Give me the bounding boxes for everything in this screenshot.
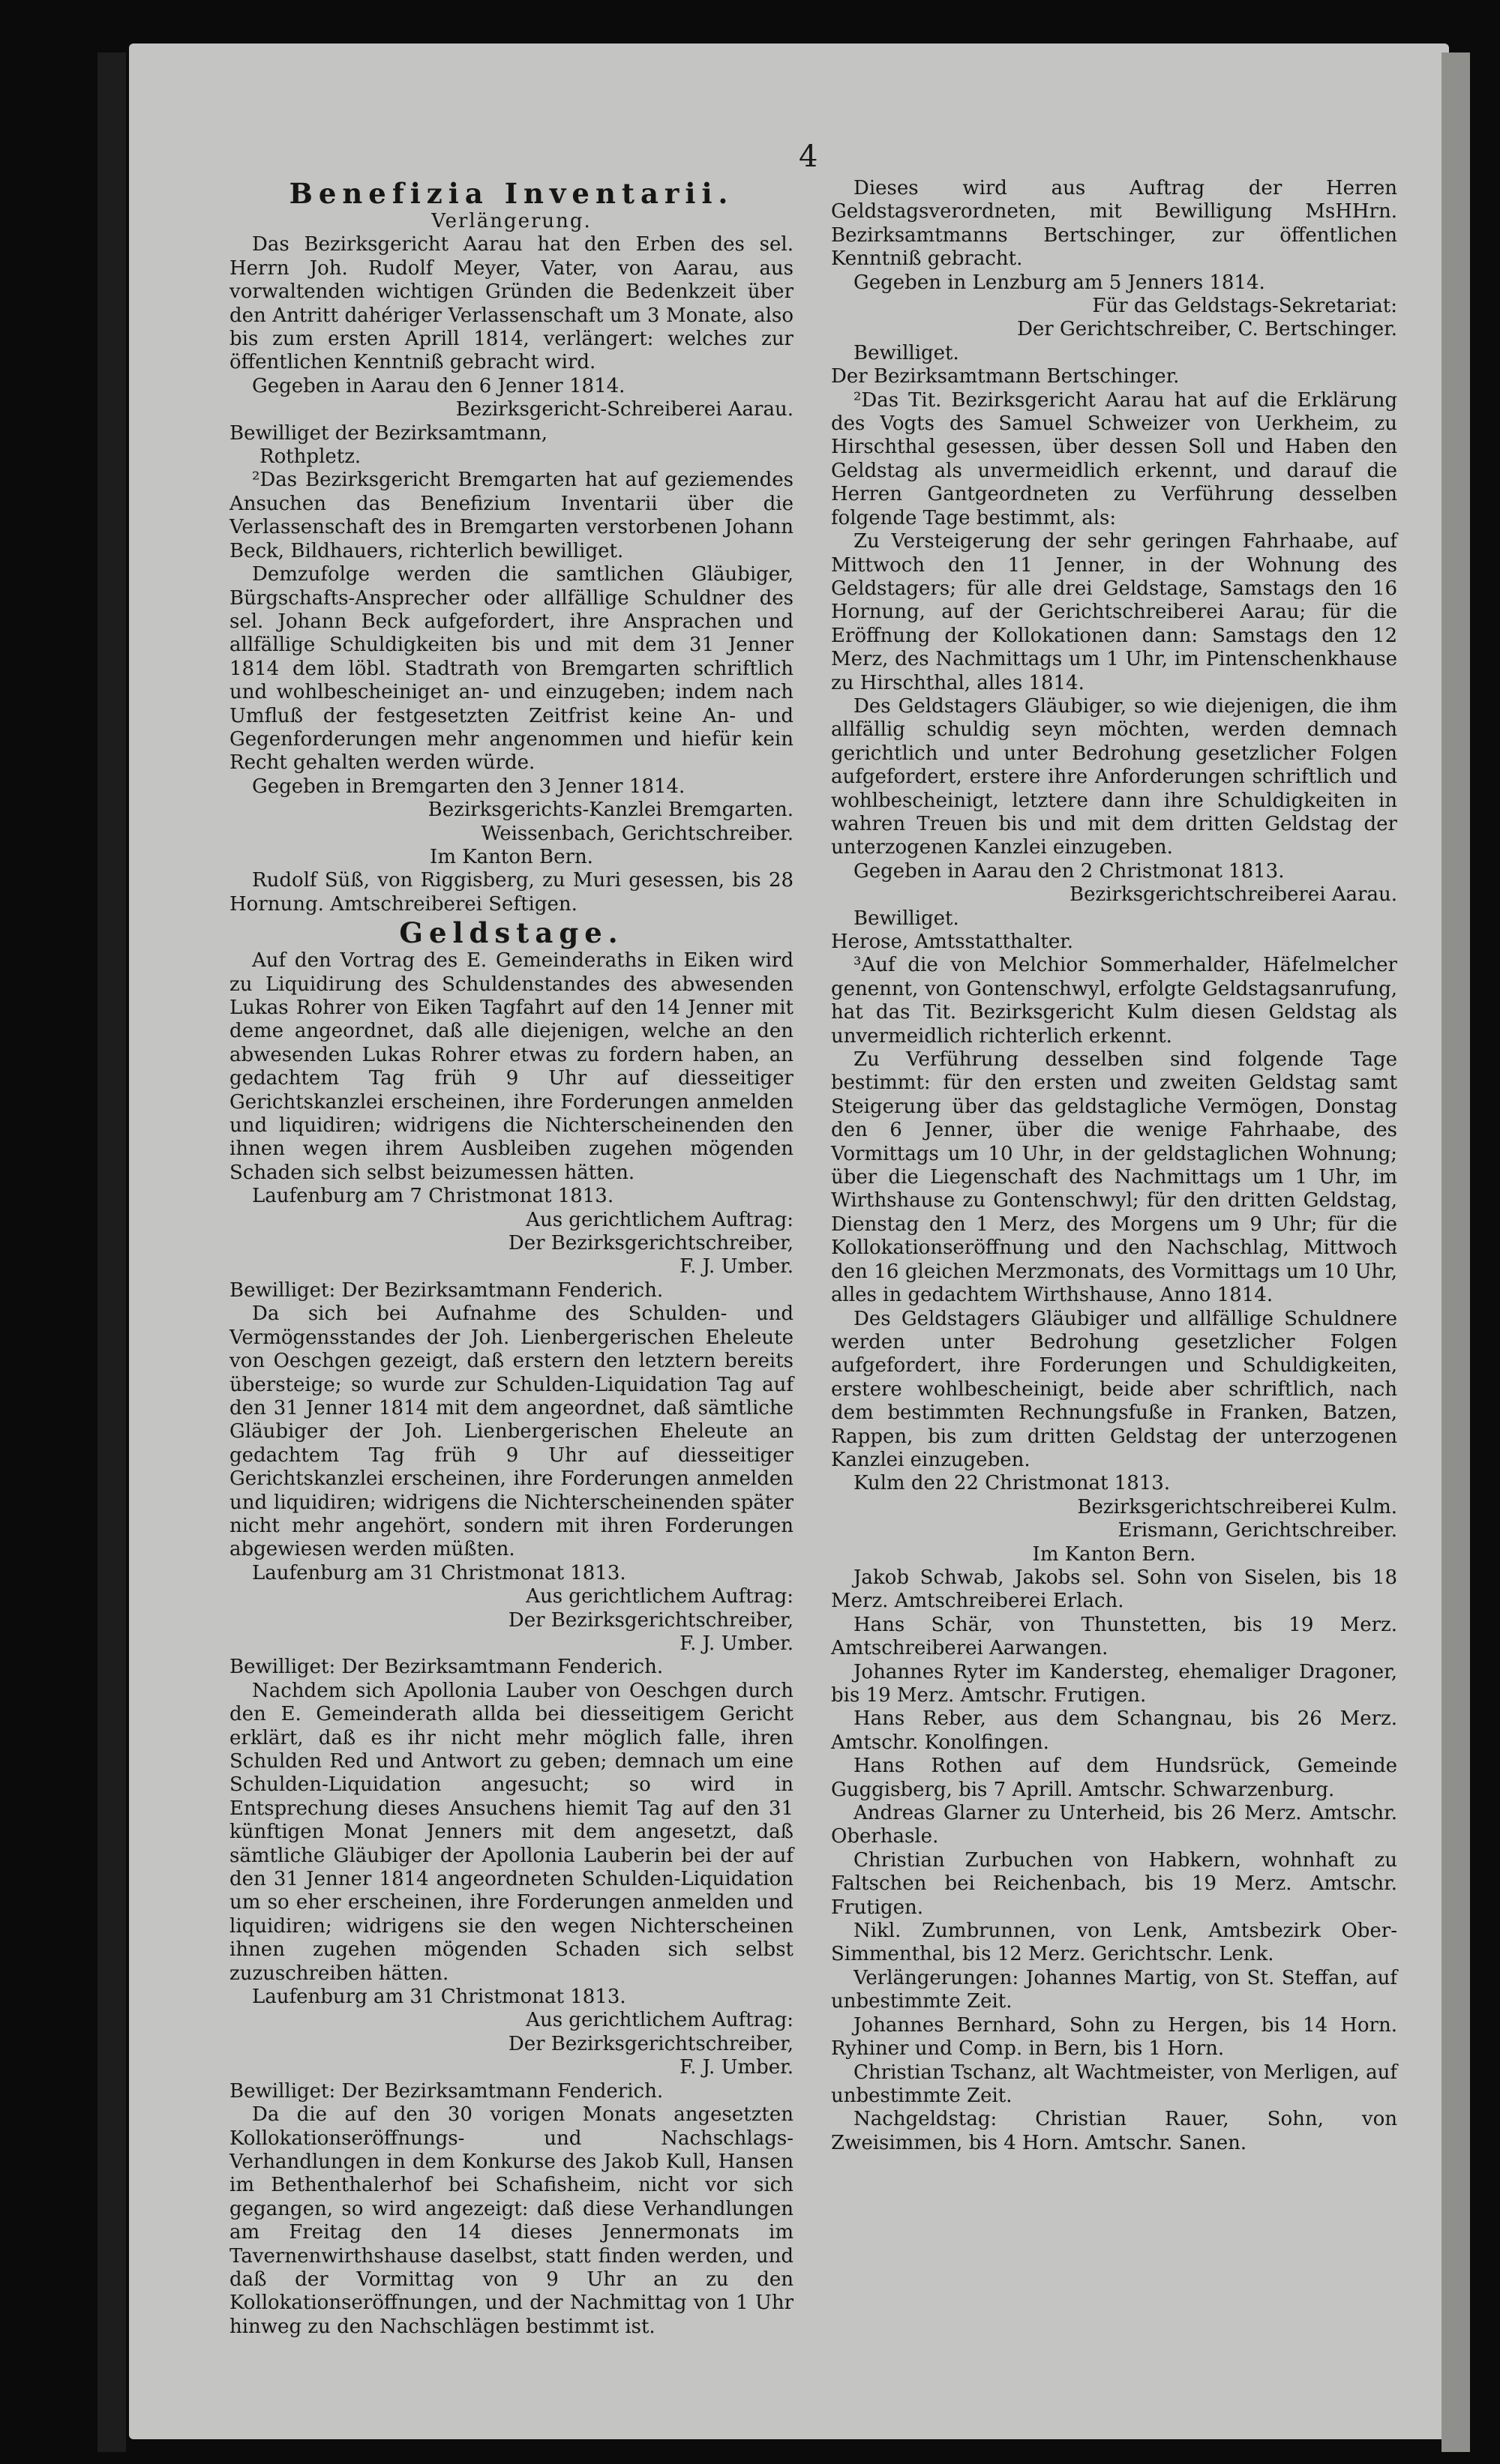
text-paragraph: Demzufolge werden die samtlichen Gläubiger, Bürgschafts-Ansprecher oder allfällige Schuldner des sel. Johann Beck aufgefordert, ihre Ansprachen und allfällige Schuldigkeiten bis und mit dem 31 Jenner 1814 dem löbl. Stadtrath von Bremgarten schriftlich und wohlbescheiniget an- und einzugeben; indem nach Umfluß der festgesetzten Zeitfrist keine An- und Gegenforderungen mehr angenommen und hiefür kein Recht gehalten werden würde. (230, 563, 794, 775)
text-paragraph: Bewilliget. (854, 907, 959, 930)
page-edge (1442, 52, 1470, 2452)
text-paragraph: Aus gerichtlichem Auftrag: (526, 1208, 794, 1231)
text-paragraph: Bewilliget: Der Bezirksamtmann Fenderich. (230, 1656, 664, 1679)
text-paragraph: Weissenbach, Gerichtschreiber. (481, 822, 794, 845)
text-paragraph: Da sich bei Aufnahme des Schulden- und Vermögensstandes der Joh. Lienbergerischen Eheleute von Oeschgen gezeigt, daß erstern den letztern bereits übersteige; so wurde zur Schulden-Liquidation Tag auf den 31 Jenner 1814 mit dem angeordnet, daß sämtliche Gläubiger der Joh. Lienbergerischen Eheleute an gedachtem Tag früh 9 Uhr auf diesseitiger Gerichtskanzlei erscheinen, ihre Forderungen anmelden und liquidiren; widrigens die Nichterscheinenden später nicht mehr angehört, sondern mit ihren Forderungen abgewiesen werden müßten. (230, 1302, 794, 1561)
text-paragraph: Nachdem sich Apollonia Lauber von Oeschgen durch den E. Gemeinderath allda bei diesseitigem Gericht erklärt, daß es ihr nicht mehr möglich falle, ihren Schulden Red und Antwort zu geben; demnach um eine Schulden-Liquidation angesucht; so wird in Entsprechung dieses Ansuchens hiemit Tag auf den 31 künftigen Monat Jenners mit dem angesetzt, daß sämtliche Gläubiger der Apollonia Lauberin bei der auf den 31 Jenner 1814 angeordneten Schulden-Liquidation um so eher erscheinen, ihre Forderungen anmelden und liquidiren; widrigens sie den wegen Nichterscheinen ihnen zugehen mögenden Schaden sich selbst zuzuschreiben hätten. (230, 1679, 794, 1985)
text-paragraph: Der Bezirksgerichtschreiber, (508, 1608, 794, 1632)
text-paragraph: Der Bezirksgerichtschreiber, (508, 2032, 794, 2055)
text-paragraph: Dieses wird aus Auftrag der Herren Geldstagsverordneten, mit Bewilligung MsHHrn. Bezirksamtmanns Bertschinger, zur öffentlichen Kenntniß gebracht. (831, 177, 1397, 271)
text-paragraph: Auf den Vortrag des E. Gemeinderaths in Eiken wird zu Liquidirung des Schuldenstandes des abwesenden Lukas Rohrer von Eiken Tagfahrt auf den 14 Jenner mit deme angeordnet, daß alle diejenigen, welche an den abwesenden Lukas Rohrer etwas zu fordern haben, an gedachtem Tag früh 9 Uhr auf diesseitiger Gerichtskanzlei erscheinen, ihre Forderungen anmelden und liquidiren; widrigens die Nichterscheinenden den ihnen wegen ihrem Ausbleiben zugehen mögenden Schaden sich selbst beizumessen hätten. (230, 949, 794, 1184)
text-paragraph: Bewilliget der Bezirksamtmann, (230, 421, 548, 445)
text-paragraph: Hans Rothen auf dem Hundsrück, Gemeinde Guggisberg, bis 7 Aprill. Amtschr. Schwarzenburg. (831, 1755, 1397, 1801)
text-paragraph: Erismann, Gerichtschreiber. (1118, 1519, 1397, 1542)
text-paragraph: Bewilliget: Der Bezirksamtmann Fenderich. (230, 1278, 664, 1302)
text-paragraph: Bewilliget: Der Bezirksamtmann Fenderich. (230, 2079, 664, 2103)
text-paragraph: Jakob Schwab, Jakobs sel. Sohn von Siselen, bis 18 Merz. Amtschreiberei Erlach. (831, 1566, 1397, 1613)
text-paragraph: Des Geldstagers Gläubiger und allfällige Schuldnere werden unter Bedrohung gesetzlicher Folgen aufgefordert, ihre Forderungen und Schuldigkeiten, erstere wohlbescheinigt, beide aber schriftlich, nach dem bestimmten Rechnungsfuße in Franken, Batzen, Rappen, bis zum dritten Geldstag der unterzogenen Kanzlei einzugeben. (831, 1307, 1397, 1471)
binding-shadow (98, 52, 126, 2452)
text-paragraph: F. J. Umber. (680, 2056, 794, 2079)
text-paragraph: Bezirksgerichts-Kanzlei Bremgarten. (428, 799, 794, 822)
text-paragraph: Gegeben in Lenzburg am 5 Jenners 1814. (854, 271, 1265, 294)
text-paragraph: Zu Versteigerung der sehr geringen Fahrhaabe, auf Mittwoch den 11 Jenner, in der Wohnung des Geldstagers; für alle drei Geldstage, Samstags den 16 Hornung, auf der Gerichtschreiberei Aarau; für die Eröffnung der Kollokationen dann: Samstags den 12 Merz, des Nachmittags um 1 Uhr, im Pintenschenkhause zu Hirschthal, alles 1814. (831, 530, 1397, 694)
text-paragraph: Da die auf den 30 vorigen Monats angesetzten Kollokationseröffnungs- und Nachschlags-Verhandlungen in dem Konkurse des Jakob Kull, Hansen im Bethenthalerhof bei Schafisheim, nicht vor sich gegangen, so wird angezeigt: daß diese Verhandlungen am Freitag den 14 dieses Jennermonats im Tavernenwirthshause daselbst, statt finden werden, und daß der Vormittag von 9 Uhr an zu den Kollokationseröffnungen, und der Nachmittag von 1 Uhr hinweg zu den Nachschlägen bestimmt ist. (230, 2103, 794, 2338)
left-column (230, 177, 794, 2339)
text-paragraph: Christian Tschanz, alt Wachtmeister, von Merligen, auf unbestimmte Zeit. (831, 2061, 1397, 2107)
text-paragraph: Rudolf Süß, von Riggisberg, zu Muri gesessen, bis 28 Hornung. Amtschreiberei Seftigen. (230, 869, 794, 916)
text-paragraph: Laufenburg am 31 Christmonat 1813. (252, 1986, 626, 2009)
text-paragraph: Aus gerichtlichem Auftrag: (526, 2009, 794, 2032)
text-paragraph: Der Gerichtschreiber, C. Bertschinger. (1017, 318, 1397, 341)
text-paragraph: Johannes Ryter im Kandersteg, ehemaliger Dragoner, bis 19 Merz. Amtschr. Frutigen. (831, 1660, 1397, 1707)
text-paragraph: Gegeben in Aarau den 2 Christmonat 1813. (854, 859, 1285, 883)
text-paragraph: Nikl. Zumbrunnen, von Lenk, Amtsbezirk Ober-Simmenthal, bis 12 Merz. Gerichtschr. Lenk. (831, 1920, 1397, 1966)
text-paragraph: Das Bezirksgericht Aarau hat den Erben des sel. Herrn Joh. Rudolf Meyer, Vater, von Aarau, aus vorwaltenden wichtigen Gründen die Bedenkzeit über den Antritt dahériger Verlassenschaft um 3 Monate, also bis zum ersten Aprill 1814, verlängert: welches zur öffentlichen Kenntniß gebracht wird. (230, 233, 794, 374)
text-paragraph: Des Geldstagers Gläubiger, so wie diejenigen, die ihm allfällig schuldig seyn möchten, werden demnach gerichtlich und unter Bedrohung gesetzlicher Folgen aufgefordert, erstere ihre Anforderungen schriftlich und wohlbescheinigt, letztere dann ihre Schuldigkeiten in wahren Treuen bis und mit dem dritten Geldstag der unterzogenen Kanzlei einzugeben. (831, 694, 1397, 859)
text-paragraph: Bezirksgericht-Schreiberei Aarau. (455, 398, 794, 421)
text-paragraph: ²Das Bezirksgericht Bremgarten hat auf geziemendes Ansuchen das Benefizium Inventarii über die Verlassenschaft des in Bremgarten verstorbenen Johann Beck, Bildhauers, richterlich bewilliget. (230, 469, 794, 562)
text-paragraph: Laufenburg am 31 Christmonat 1813. (252, 1561, 626, 1584)
text-paragraph: Verlängerung. (431, 210, 592, 232)
text-paragraph: F. J. Umber. (680, 1255, 794, 1278)
text-paragraph: Kulm den 22 Christmonat 1813. (854, 1472, 1171, 1495)
text-paragraph: Gegeben in Bremgarten den 3 Jenner 1814. (252, 775, 686, 798)
text-paragraph: Hans Schär, von Thunstetten, bis 19 Merz. Amtschreiberei Aarwangen. (831, 1613, 1397, 1660)
text-paragraph: Bewilliget. (854, 341, 959, 364)
text-paragraph: Zu Verführung desselben sind folgende Tage bestimmt: für den ersten und zweiten Geldstag samt Steigerung über das geldstagliche Vermögen, Donstag den 6 Jenner, über die wenige Fahrhaabe, des Vormittags um 10 Uhr, in der geldstaglichen Wohnung; über die Liegenschaft des Nachmittags um 1 Uhr, im Wirthshause zu Gontenschwyl; für den dritten Geldstag, Dienstag den 1 Merz, des Morgens um 9 Uhr; für die Kollokationseröffnung und den Nachschlag, Mittwoch den 16 gleichen Merzmonats, des Vormittags um 10 Uhr, alles in gedachtem Wirthshause, Anno 1814. (831, 1048, 1397, 1307)
text-paragraph: Herose, Amtsstatthalter. (831, 931, 1074, 953)
text-paragraph: ³Auf die von Melchior Sommerhalder, Häfelmelcher genennt, von Gontenschwyl, erfolgte Geldstagsanrufung, hat das Tit. Bezirksgericht Kulm diesen Geldstag als unvermeidlich richterlich erkennt. (831, 954, 1397, 1048)
text-paragraph: Johannes Bernhard, Sohn zu Hergen, bis 14 Horn. Ryhiner und Comp. in Bern, bis 1 Horn. (831, 2013, 1397, 2061)
right-column (831, 177, 1397, 2155)
text-paragraph: Der Bezirksamtmann Bertschinger. (831, 365, 1180, 388)
text-paragraph: Laufenburg am 7 Christmonat 1813. (252, 1185, 614, 1208)
text-paragraph: Im Kanton Bern. (430, 845, 593, 868)
text-paragraph: Verlängerungen: Johannes Martig, von St. Steffan, auf unbestimmte Zeit. (831, 1966, 1397, 2013)
section-heading: Benefizia Inventarii. (289, 177, 734, 210)
text-paragraph: Aus gerichtlichem Auftrag: (526, 1585, 794, 1608)
page-number: 4 (799, 139, 818, 174)
text-paragraph: Im Kanton Bern. (1032, 1542, 1196, 1566)
text-paragraph: Gegeben in Aarau den 6 Jenner 1814. (252, 374, 626, 397)
text-paragraph: Andreas Glarner zu Unterheid, bis 26 Merz. Amtschr. Oberhasle. (831, 1802, 1397, 1848)
text-paragraph: Hans Reber, aus dem Schangnau, bis 26 Merz. Amtschr. Konolfingen. (831, 1707, 1397, 1754)
text-paragraph: Rothpletz. (260, 445, 362, 469)
text-paragraph: Bezirksgerichtschreiberei Aarau. (1070, 883, 1397, 907)
text-paragraph: Für das Geldstags-Sekretariat: (1092, 295, 1397, 318)
text-paragraph: ²Das Tit. Bezirksgericht Aarau hat auf die Erklärung des Vogts des Samuel Schweizer von Uerkheim, zu Hirschthal gesessen, über dessen Soll und Haben den Geldstag als unvermeidlich erkennt, und darauf die Herren Gantgeordneten zu Verführung desselben folgende Tage bestimmt, als: (831, 388, 1397, 529)
text-paragraph: Bezirksgerichtschreiberei Kulm. (1077, 1495, 1397, 1518)
text-paragraph: F. J. Umber. (680, 1632, 794, 1655)
text-paragraph: Christian Zurbuchen von Habkern, wohnhaft zu Faltschen bei Reichenbach, bis 19 Merz. Amtschr. Frutigen. (831, 1848, 1397, 1919)
text-paragraph: Nachgeldstag: Christian Rauer, Sohn, von Zweisimmen, bis 4 Horn. Amtschr. Sanen. (831, 2108, 1397, 2154)
text-paragraph: Der Bezirksgerichtschreiber, (508, 1232, 794, 1255)
section-heading: Geldstage. (399, 916, 624, 950)
